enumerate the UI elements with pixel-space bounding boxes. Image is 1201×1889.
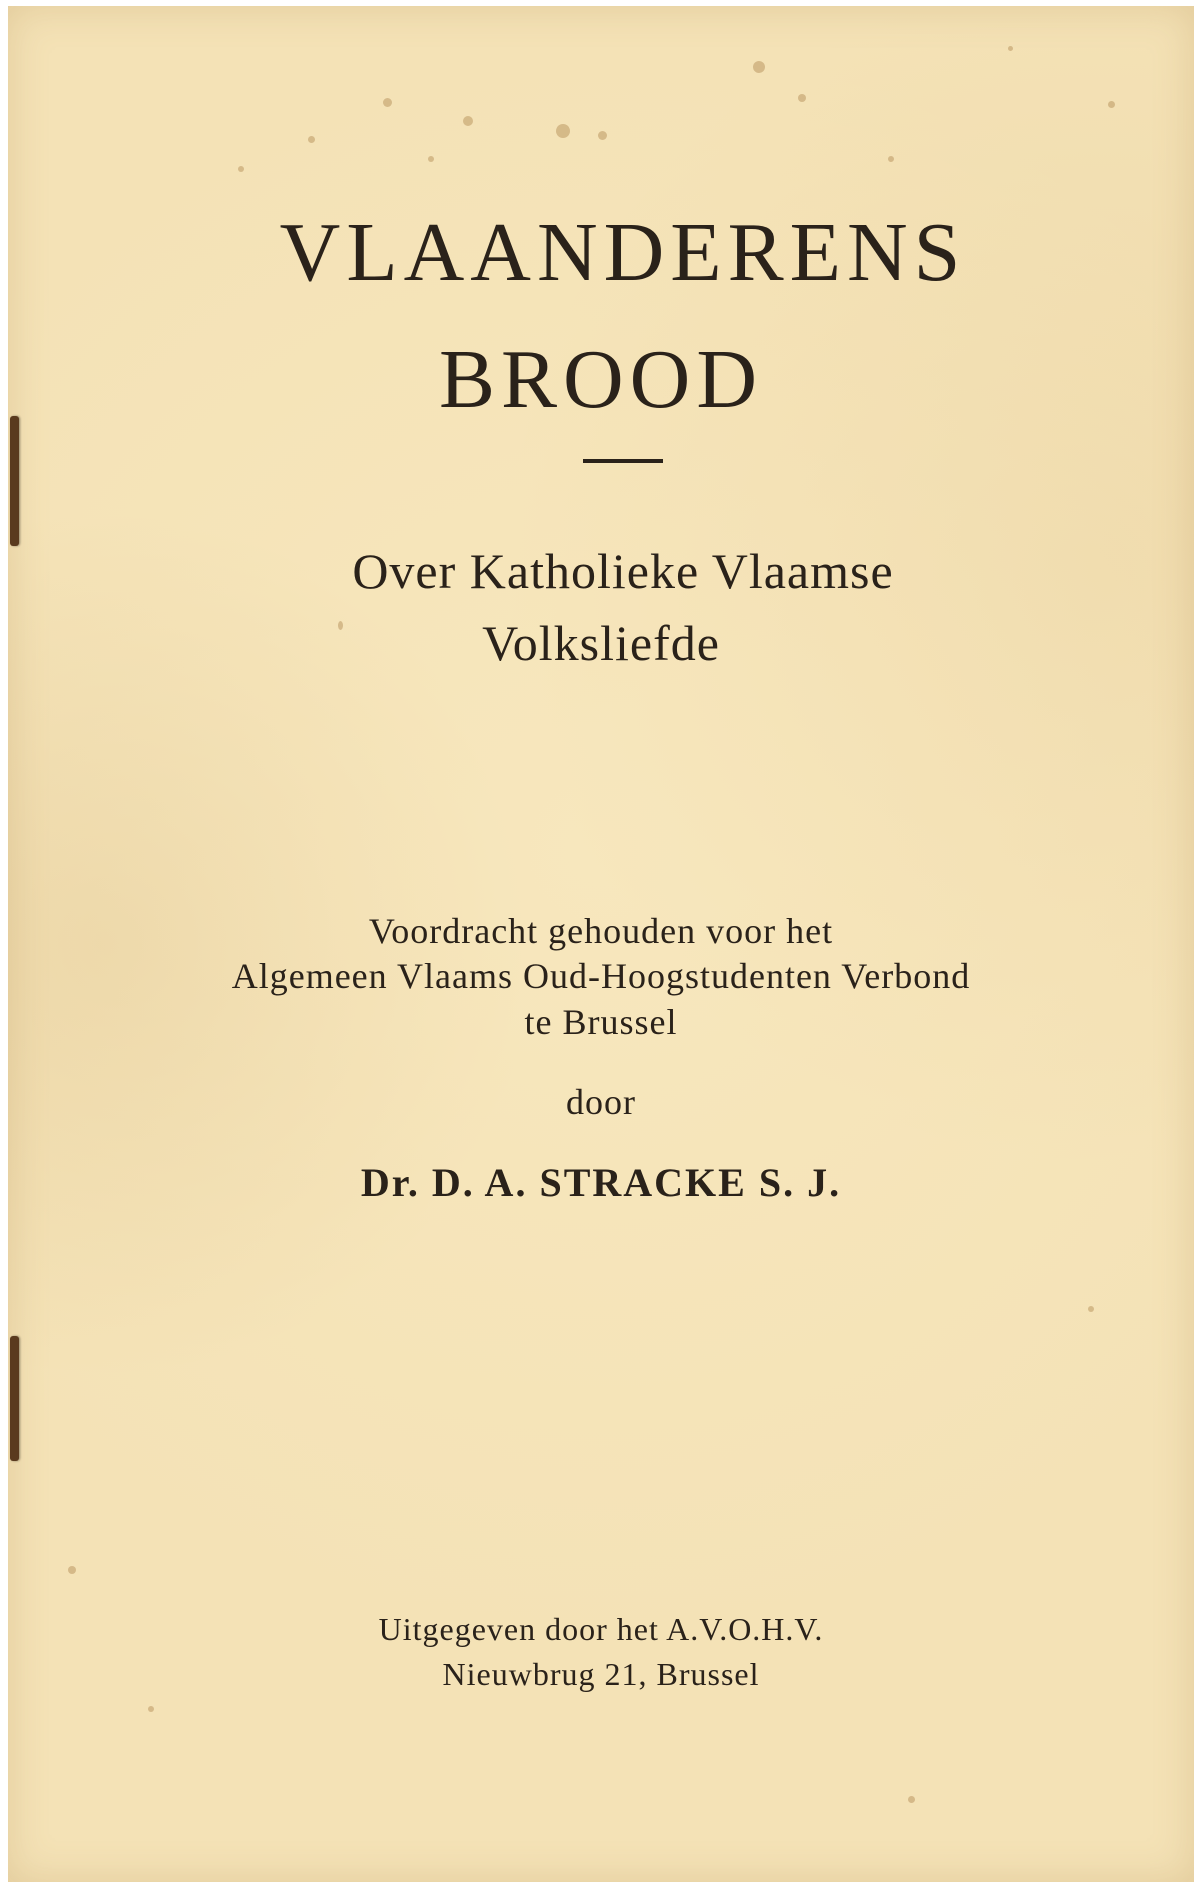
description-line-3: te Brussel: [524, 1002, 678, 1042]
staple-bottom: [10, 1336, 19, 1461]
title-line-2: BROOD: [438, 333, 764, 426]
description-line-1: Voordracht gehouden voor het: [368, 911, 834, 951]
subtitle-line-1: Over Katholieke Vlaamse: [352, 543, 894, 599]
publisher-line-1: Uitgegeven door het A.V.O.H.V.: [378, 1611, 824, 1647]
booklet-cover: [8, 6, 1194, 1882]
publisher-address: Nieuwbrug 21, Brussel: [442, 1656, 760, 1692]
author-name: Dr. D. A. STRACKE S. J.: [360, 1160, 842, 1205]
title-line-1: VLAANDERENS: [279, 206, 967, 299]
subtitle-line-2: Volksliefde: [482, 615, 720, 671]
title-divider: [583, 459, 663, 463]
staple-top: [10, 416, 19, 546]
by-label: door: [566, 1082, 636, 1122]
description-line-2: Algemeen Vlaams Oud-Hoogstudenten Verbond: [231, 956, 971, 996]
